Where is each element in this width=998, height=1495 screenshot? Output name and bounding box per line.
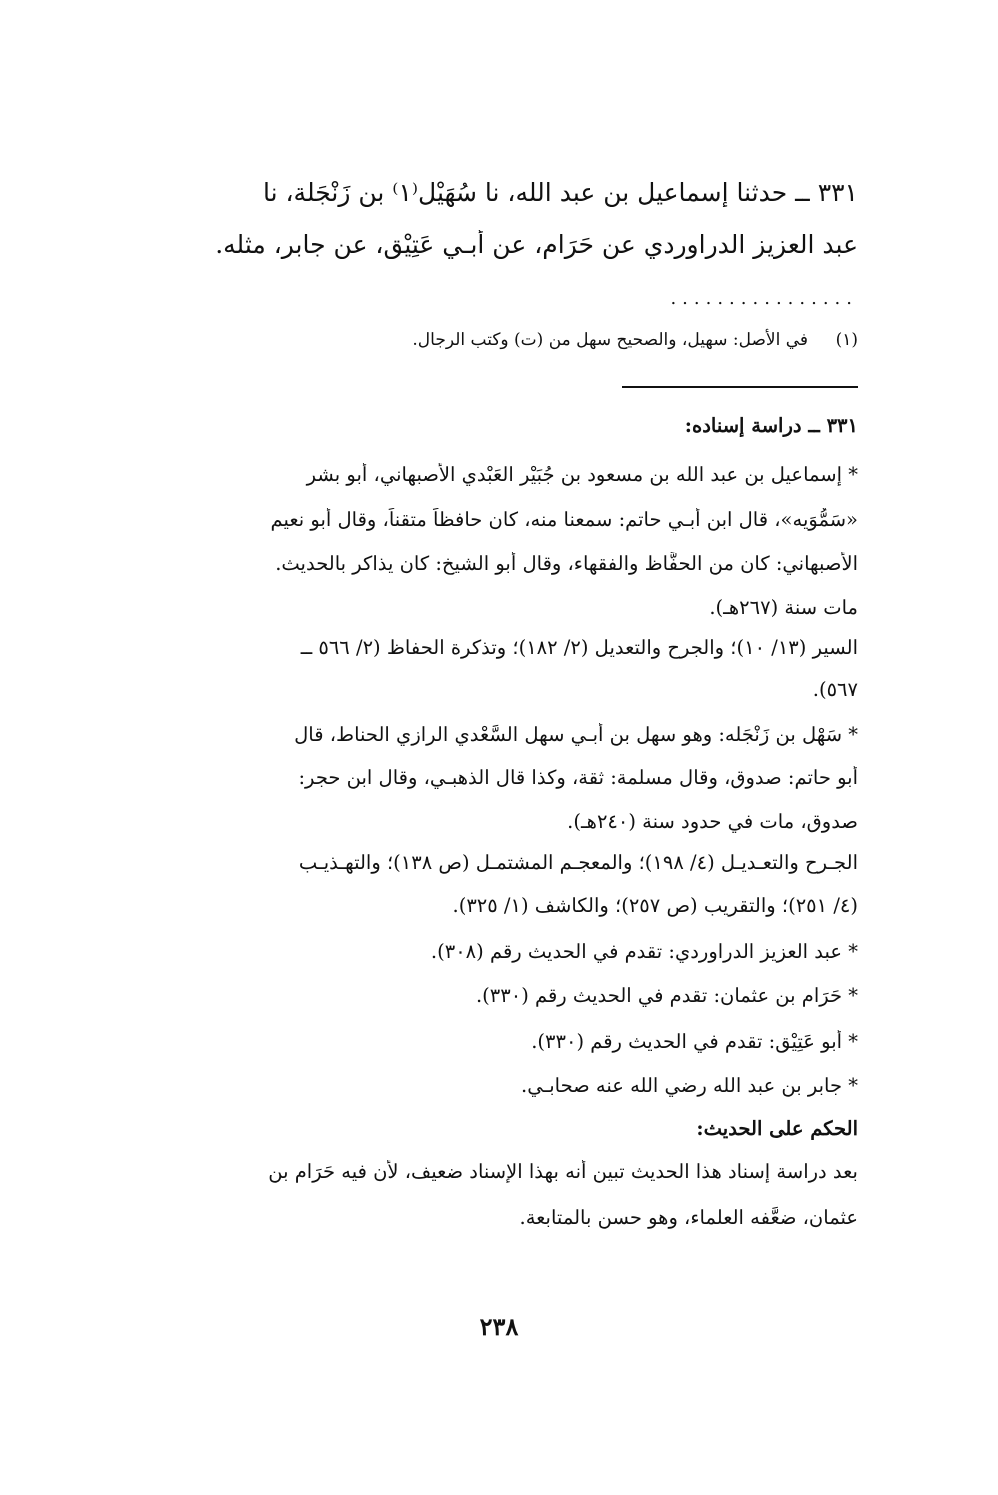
study-line: * إسماعيل بن عبد الله بن مسعود بن جُبَيْر العَبْدي الأصبهاني، أبو بشر (306, 463, 858, 486)
ruling-heading: الحكم على الحديث: (696, 1117, 858, 1140)
study-line: * جابر بن عبد الله رضي الله عنه صحابـي. (521, 1074, 858, 1097)
study-line: السير (١٣/ ١٠)؛ والجرح والتعديل (٢/ ١٨٢)؛ وتذكرة الحفاظ (٢/ ٥٦٦ ــ (300, 636, 858, 659)
study-line: الأصبهاني: كان من الحفَّاظ والفقهاء، وقال أبو الشيخ: كان يذاكر بالحديث. (275, 552, 858, 575)
section-divider (622, 386, 858, 388)
study-line: مات سنة (٢٦٧هـ). (709, 596, 858, 619)
footnote-separator-dots: ................ (670, 288, 858, 309)
study-line: * عبد العزيز الدراوردي: تقدم في الحديث رقم (٣٠٨). (430, 940, 858, 963)
ruling-line: عثمان، ضعَّفه العلماء، وهو حسن بالمتابعة. (519, 1206, 858, 1229)
study-line: * سَهْل بن زَنْجَله: وهو سهل بن أبـي سهل السَّعْدي الرازي الحناط، قال (294, 723, 858, 746)
study-line: «سَمُّوَيه»، قال ابن أبـي حاتم: سمعنا منه، كان حافظاً متقناً، وقال أبو نعيم (270, 508, 858, 531)
footnote-number: (١) (835, 330, 858, 350)
study-line: ٥٦٧). (812, 678, 858, 701)
page-number: ٢٣٨ (479, 1312, 519, 1341)
study-line: أبو حاتم: صدوق، وقال مسلمة: ثقة، وكذا قال الذهبـي، وقال ابن حجر: (298, 766, 858, 789)
footnote-text: في الأصل: سهيل، والصحيح سهل من (ت) وكتب الرجال. (412, 330, 808, 350)
study-heading: ٣٣١ ــ دراسة إسناده: (684, 414, 858, 437)
study-line: * حَرَام بن عثمان: تقدم في الحديث رقم (٣٣٠). (475, 984, 858, 1007)
study-line: * أبو عَتِيْق: تقدم في الحديث رقم (٣٣٠). (531, 1030, 858, 1053)
hadith-line-2: عبد العزيز الدراوردي عن حَرَام، عن أبـي عَتِيْق، عن جابر، مثله. (215, 230, 858, 259)
hadith-line-1: ٣٣١ ــ حدثنا إسماعيل بن عبد الله، نا سُهَيْل⁽١⁾ بن زَنْجَلة، نا (262, 178, 858, 207)
study-line: (٤/ ٢٥١)؛ والتقريب (ص ٢٥٧)؛ والكاشف (١/ ٣٢٥). (452, 894, 858, 917)
study-line: صدوق، مات في حدود سنة (٢٤٠هـ). (567, 810, 858, 833)
ruling-line: بعد دراسة إسناد هذا الحديث تبين أنه بهذا الإسناد ضعيف، لأن فيه حَرَام بن (268, 1160, 858, 1183)
study-line: الجـرح والتعـديـل (٤/ ١٩٨)؛ والمعجـم المشتمـل (ص ١٣٨)؛ والتهـذيـب (298, 851, 858, 874)
